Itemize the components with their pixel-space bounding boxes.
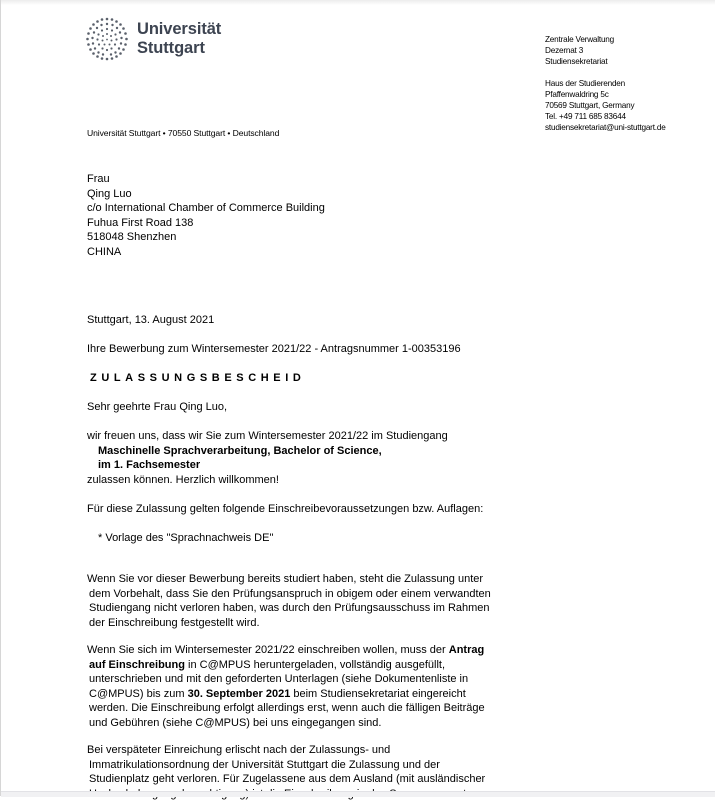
- sender-line: 70569 Stuttgart, Germany: [545, 101, 635, 110]
- paragraph-line: Wenn Sie vor dieser Bewerbung bereits studiert haben, steht die Zulassung unter: [87, 573, 484, 585]
- paragraph-line: Wenn Sie sich im Wintersemester 2021/22 einschreiben wollen, muss der Antrag: [87, 644, 485, 656]
- letter-page: [1, 0, 716, 791]
- paragraph-line: und Gebühren (siehe C@MPUS) bei uns eingegangen sind.: [89, 716, 382, 729]
- letter-date: Stuttgart, 13. August 2021: [87, 314, 215, 326]
- sender-email: studiensekretariat@uni-stuttgart.de: [545, 123, 666, 132]
- paragraph-line: Studienplatz geht verloren. Für Zugelassene aus dem Ausland (mit ausländischer: [89, 773, 486, 786]
- paragraph-enrollment: [87, 643, 485, 731]
- paragraph-line: der Einschreibung festgestellt wird.: [89, 616, 260, 629]
- paragraph-conditions: Für diese Zulassung gelten folgende Einschreibevoraussetzungen bzw. Auflagen:: [87, 503, 484, 515]
- recipient-line: Qing Luo: [87, 187, 132, 200]
- paragraph-line: dem Vorbehalt, dass Sie den Prüfungsanspruch in obigem oder einem verwandten: [89, 587, 491, 600]
- sender-line: Zentrale Verwaltung: [545, 35, 615, 44]
- recipient-line: 518048 Shenzhen: [87, 231, 177, 243]
- paragraph-line: Immatrikulationsordnung der Universität Stuttgart die Zulassung und der: [89, 758, 440, 771]
- program-semester: im 1. Fachsemester: [98, 459, 201, 472]
- sender-phone: Tel. +49 711 685 83644: [545, 112, 626, 121]
- paragraph-line: wir freuen uns, dass wir Sie zum Wintersemester 2021/22 im Studiengang: [87, 430, 448, 442]
- recipient-line: c/o International Chamber of Commerce Building: [87, 202, 325, 214]
- paragraph-line: C@MPUS) bis zum 30. September 2021 beim Studiensekretariat eingereicht: [89, 687, 466, 700]
- sender-line: Studiensekretariat: [545, 57, 608, 66]
- salutation: Sehr geehrte Frau Qing Luo,: [87, 401, 228, 413]
- recipient-line: Fuhua First Road 138: [87, 216, 194, 229]
- university-name: Universität Stuttgart: [137, 20, 222, 57]
- paragraph-line: Studiengang nicht verloren haben, was durch den Prüfungsausschuss im Rahmen: [89, 602, 490, 615]
- recipient-address: [87, 172, 325, 259]
- letter-subject: Ihre Bewerbung zum Wintersemester 2021/22 - Antragsnummer 1-00353196: [87, 343, 461, 355]
- viewer-top-shadow: [1, 0, 715, 5]
- paragraph-line: zulassen können. Herzlich willkommen!: [87, 473, 279, 486]
- sender-block: [545, 34, 666, 133]
- sender-line: Pfaffenwaldring 5c: [545, 90, 609, 99]
- university-logo: [83, 14, 279, 64]
- letter-title: ZULASSUNGSBESCHEID: [90, 372, 306, 384]
- paragraph-line: auf Einschreibung in C@MPUS heruntergeladen, vollständig ausgefüllt,: [89, 658, 445, 671]
- recipient-line: CHINA: [87, 245, 122, 258]
- sender-line: Haus der Studierenden: [545, 79, 626, 88]
- recipient-line: Frau: [87, 173, 110, 185]
- paragraph-line: Bei verspäteter Einreichung erlischt nach der Zulassungs- und: [87, 744, 391, 756]
- university-dot-globe-icon: [83, 15, 131, 63]
- viewer-bottom-bar: [1, 791, 715, 797]
- sender-line: Dezernat 3: [545, 46, 584, 55]
- paragraph-reservation: [87, 572, 491, 630]
- requirement-item: * Vorlage des "Sprachnachweis DE": [98, 532, 274, 544]
- paragraph-line: unterschrieben und mit den geforderten Unterlagen (siehe Dokumentenliste in: [89, 673, 469, 686]
- paragraph-admission: [87, 429, 448, 487]
- paragraph-line: werden. Die Einschreibung erfolgt allerdings erst, wenn auch die fälligen Beiträge: [89, 702, 485, 715]
- return-address: Universität Stuttgart • 70550 Stuttgart • Deutschland: [87, 128, 280, 138]
- program-name: Maschinelle Sprachverarbeitung, Bachelor of Science,: [98, 444, 382, 457]
